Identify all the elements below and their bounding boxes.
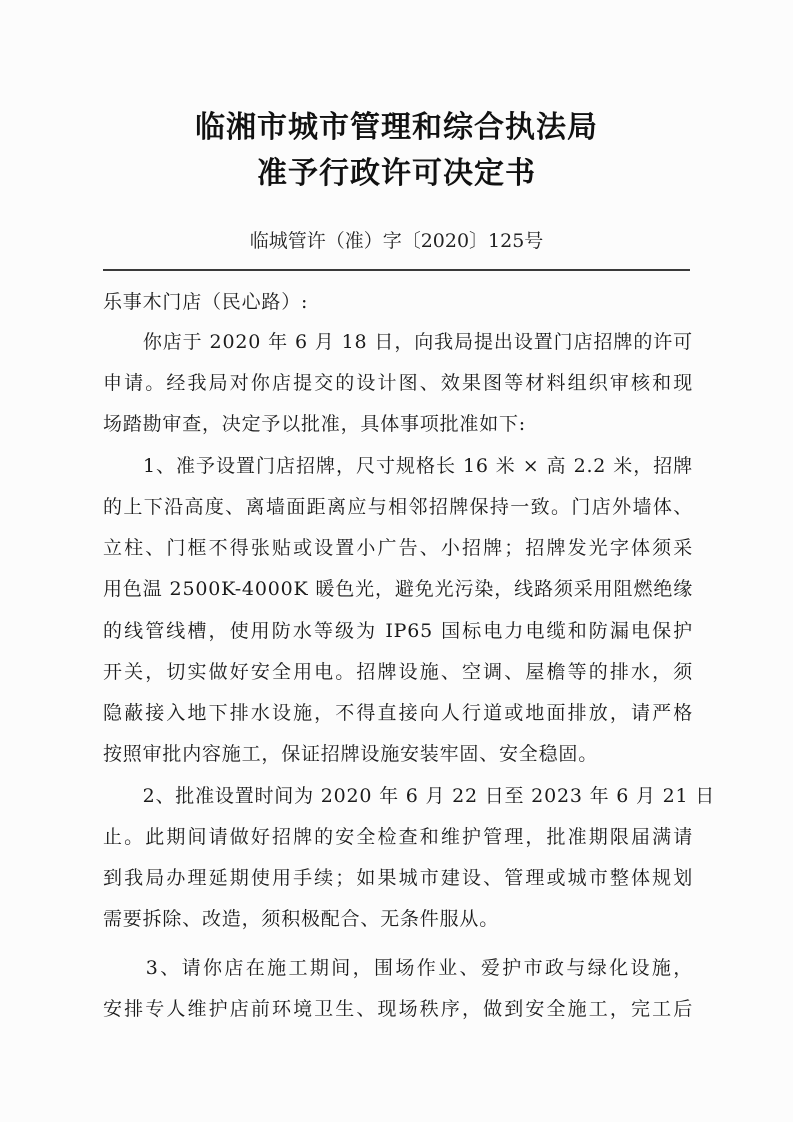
body-line: 的上下沿高度、离墙面距离应与相邻招牌保持一致。门店外墙体、 — [103, 496, 693, 518]
body-line: 止。此期间请做好招牌的安全检查和维护管理，批准期限届满请 — [103, 826, 693, 848]
body-line: 2、批准设置时间为 2020 年 6 月 22 日至 2023 年 6 月 21 日 — [103, 785, 716, 807]
body-line: 立柱、门框不得张贴或设置小广告、小招牌；招牌发光字体须采 — [103, 537, 693, 559]
body-line: 的线管线槽，使用防水等级为 IP65 国标电力电缆和防漏电保护 — [103, 620, 693, 642]
body-line: 隐蔽接入地下排水设施，不得直接向人行道或地面排放，请严格 — [103, 702, 693, 724]
addressee: 乐事木门店（民心路）: — [103, 291, 309, 313]
document-number: 临城管许（准）字〔2020〕125号 — [249, 230, 544, 252]
body-line: 你店于 2020 年 6 月 18 日，向我局提出设置门店招牌的许可 — [103, 331, 693, 353]
body-line: 按照审批内容施工，保证招牌设施安装牢固、安全稳固。 — [103, 743, 599, 765]
body-line: 申请。经我局对你店提交的设计图、效果图等材料组织审核和现 — [103, 372, 693, 394]
body-line: 用色温 2500K-4000K 暖色光，避免光污染，线路须采用阻燃绝缘 — [103, 578, 693, 600]
body-line: 安排专人维护店前环境卫生、现场秩序，做到安全施工，完工后 — [103, 998, 693, 1020]
body-line: 需要拆除、改造，须积极配合、无条件服从。 — [103, 908, 500, 930]
body-line: 开关，切实做好安全用电。招牌设施、空调、屋檐等的排水，须 — [103, 661, 693, 683]
body-line: 1、准予设置门店招牌，尺寸规格长 16 米 × 高 2.2 米，招牌 — [103, 455, 693, 477]
body-line: 3、请你店在施工期间，围场作业、爱护市政与绿化设施， — [103, 957, 693, 979]
body-line: 到我局办理延期使用手续；如果城市建设、管理或城市整体规划 — [103, 867, 693, 889]
document-title: 准予行政许可决定书 — [257, 156, 536, 191]
body-line: 场踏勘审查，决定予以批准，具体事项批准如下: — [103, 413, 527, 435]
issuing-authority-title: 临湘市城市管理和综合执法局 — [195, 110, 598, 145]
header-divider — [103, 269, 690, 271]
